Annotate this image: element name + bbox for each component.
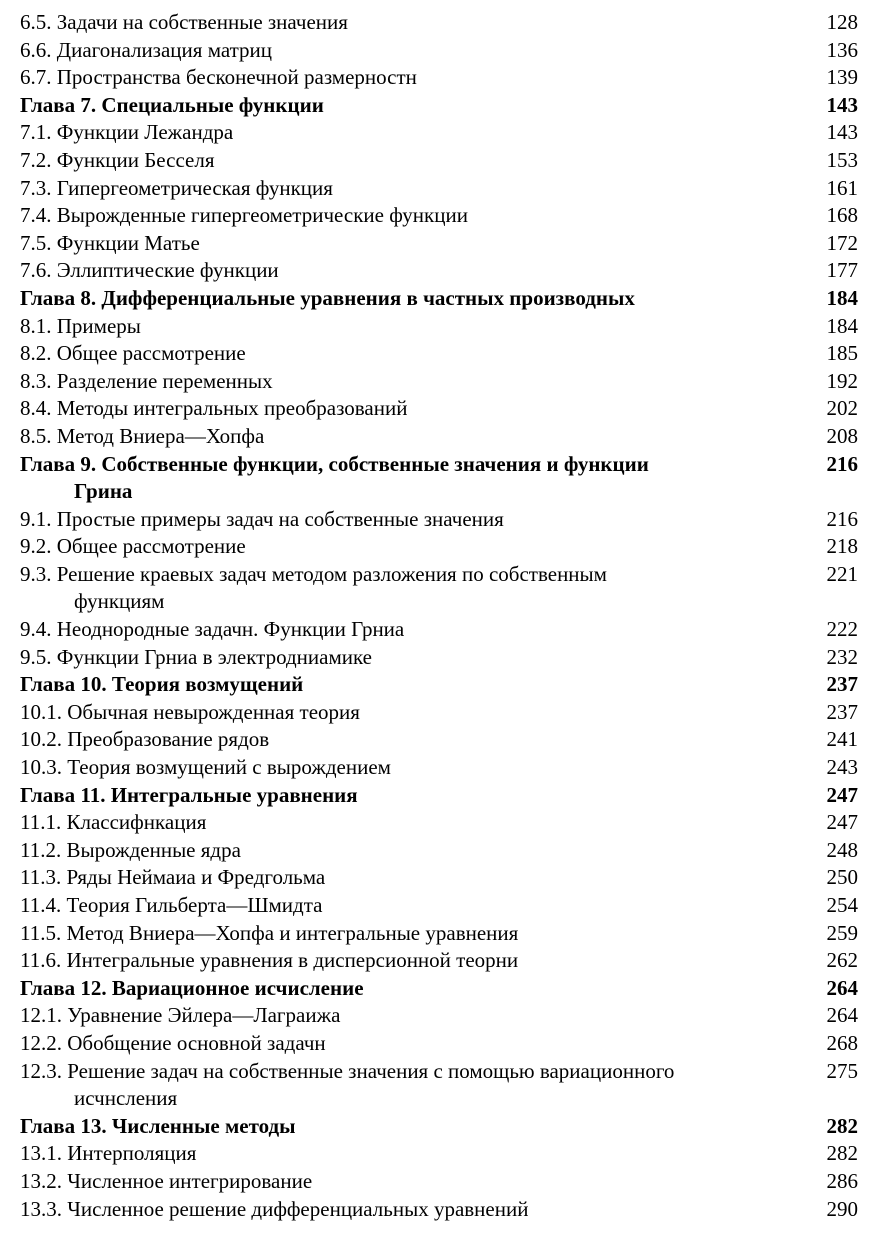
toc-entry-number: 11.1. (20, 810, 62, 835)
toc-entry-text: Численное решение дифференциальных уравнений (67, 1196, 529, 1221)
toc-chapter-entry (20, 782, 860, 810)
toc-entry-page-number: 184 (826, 285, 858, 310)
toc-entry-text-continuation: Грина (74, 479, 133, 504)
toc-entry-text: Ряды Неймаиа и Фредгольма (66, 865, 326, 890)
toc-entry-page-number: 208 (826, 423, 858, 448)
toc-entry-text: Численное интегрирование (67, 1168, 313, 1193)
toc-entry-title (20, 423, 798, 451)
toc-entry-number: Глава 10. (20, 672, 107, 697)
toc-chapter-entry (20, 92, 860, 120)
toc-entry-text: Неоднородные задачн. Функции Грниа (56, 617, 405, 642)
toc-entry-title (20, 313, 798, 341)
toc-entry-title (20, 561, 798, 616)
toc-entry-number: 13.2. (20, 1168, 62, 1193)
toc-entry-number: 7.5. (20, 230, 52, 255)
toc-entry-title (20, 892, 798, 920)
toc-chapter-entry (20, 671, 860, 699)
toc-entry-page-number: 237 (826, 699, 858, 724)
toc-entry-text: Собственные функции, собственные значения и функции (101, 451, 649, 476)
toc-entry-text: Решение краевых задач методом разложения по собственным (56, 561, 607, 586)
toc-section-entry (20, 947, 860, 975)
toc-section-entry (20, 1030, 860, 1058)
toc-entry-title (20, 1196, 798, 1224)
toc-entry-title (20, 864, 798, 892)
toc-entry-text: Общее рассмотрение (56, 341, 246, 366)
toc-section-entry (20, 1002, 860, 1030)
toc-entry-title (20, 1002, 798, 1030)
toc-entry-number: 9.4. (20, 617, 52, 642)
toc-section-entry (20, 726, 860, 754)
toc-entry-number: 11.5. (20, 920, 62, 945)
toc-entry-page-number: 143 (826, 92, 858, 117)
toc-chapter-entry (20, 451, 860, 506)
toc-entry-number: 7.1. (20, 120, 52, 145)
toc-entry-title (20, 451, 798, 506)
toc-entry-title (20, 9, 798, 37)
toc-entry-number: 6.5. (20, 10, 52, 34)
toc-section-entry (20, 616, 860, 644)
toc-section-entry (20, 9, 860, 37)
toc-entry-title (20, 837, 798, 865)
toc-entry-text: Функции Грниа в электродниамике (56, 644, 372, 669)
toc-entry-text: Вырожденные ядра (66, 837, 241, 862)
toc-entry-page-number: 216 (826, 506, 858, 531)
toc-entry-text: Пространства бесконечной размерностн (56, 65, 417, 90)
toc-entry-page-number: 139 (826, 65, 858, 90)
toc-entry-page-number: 177 (826, 258, 858, 283)
toc-entry-number: 13.1. (20, 1141, 62, 1166)
toc-entry-title (20, 726, 798, 754)
toc-entry-text: Интерполяция (67, 1141, 197, 1166)
toc-entry-title (20, 947, 798, 975)
toc-entry-number: 9.2. (20, 534, 52, 559)
toc-section-entry (20, 230, 860, 258)
toc-entry-text: Вариационное исчисление (111, 975, 364, 1000)
toc-entry-number: 10.2. (20, 727, 62, 752)
toc-entry-title (20, 506, 798, 534)
toc-entry-number: Глава 13. (20, 1113, 107, 1138)
toc-entry-title (20, 147, 798, 175)
toc-entry-page-number: 264 (826, 1003, 858, 1028)
toc-entry-text: Теория возмущений с вырождением (67, 755, 391, 780)
toc-entry-number: 8.4. (20, 396, 52, 421)
toc-section-entry (20, 340, 860, 368)
toc-entry-page-number: 237 (826, 672, 858, 697)
toc-entry-page-number: 216 (826, 451, 858, 476)
toc-entry-page-number: 185 (826, 341, 858, 366)
toc-entry-text: Уравнение Эйлера—Лаграижа (67, 1003, 341, 1028)
toc-entry-text-continuation: функциям (74, 589, 165, 614)
toc-section-entry (20, 837, 860, 865)
toc-entry-text: Обобщение основной задачн (67, 1030, 326, 1055)
toc-section-entry (20, 533, 860, 561)
toc-entry-page-number: 262 (826, 948, 858, 973)
toc-entry-page-number: 168 (826, 203, 858, 228)
toc-section-entry (20, 809, 860, 837)
toc-entry-page-number: 221 (826, 561, 858, 586)
toc-entry-number: 8.1. (20, 313, 52, 338)
toc-section-entry (20, 64, 860, 92)
toc-entry-text: Преобразование рядов (67, 727, 270, 752)
toc-entry-text: Решение задач на собственные значения с помощью вариационного (67, 1058, 675, 1083)
toc-entry-text: Диагонализация матриц (56, 37, 273, 62)
toc-entry-title (20, 202, 798, 230)
toc-entry-title (20, 257, 798, 285)
toc-entry-number: 12.1. (20, 1003, 62, 1028)
toc-entry-page-number: 128 (826, 10, 858, 34)
toc-entry-text: Метод Вниера—Хопфа (56, 423, 265, 448)
toc-entry-page-number: 254 (826, 893, 858, 917)
toc-entry-number: 9.3. (20, 561, 52, 586)
toc-entry-title (20, 64, 798, 92)
toc-entry-text: Разделение переменных (56, 368, 273, 393)
toc-section-entry (20, 644, 860, 672)
toc-section-entry (20, 920, 860, 948)
toc-entry-number: 9.1. (20, 506, 52, 531)
toc-entry-page-number: 247 (826, 782, 858, 807)
toc-section-entry (20, 37, 860, 65)
toc-entry-number: 8.2. (20, 341, 52, 366)
toc-entry-page-number: 153 (826, 147, 858, 172)
toc-entry-page-number: 247 (826, 810, 858, 835)
toc-entry-page-number: 286 (826, 1168, 858, 1193)
toc-entry-page-number: 192 (826, 368, 858, 393)
toc-entry-page-number: 161 (826, 175, 858, 200)
toc-entry-text: Задачи на собственные значения (56, 10, 348, 34)
toc-entry-title (20, 285, 798, 313)
toc-entry-text: Метод Вниера—Хопфа и интегральные уравнения (66, 920, 519, 945)
toc-entry-title (20, 920, 798, 948)
toc-entry-title (20, 1140, 798, 1168)
toc-entry-text: Общее рассмотрение (56, 534, 246, 559)
toc-entry-title (20, 92, 798, 120)
toc-entry-title (20, 975, 798, 1003)
toc-entry-title (20, 175, 798, 203)
toc-entry-page-number: 172 (826, 230, 858, 255)
toc-entry-title (20, 340, 798, 368)
toc-entry-text: Интегральные уравнения в дисперсионной теорни (66, 948, 519, 973)
toc-entry-text: Простые примеры задач на собственные значения (56, 506, 504, 531)
toc-entry-text: Эллиптические функции (56, 258, 279, 283)
toc-entry-page-number: 282 (826, 1141, 858, 1166)
toc-entry-page-number: 222 (826, 617, 858, 642)
toc-entry-text: Методы интегральных преобразований (56, 396, 408, 421)
toc-entry-number: 7.3. (20, 175, 52, 200)
toc-section-entry (20, 754, 860, 782)
toc-entry-number: 11.4. (20, 893, 62, 917)
toc-entry-text: Интегральные уравнения (110, 782, 358, 807)
toc-entry-title (20, 119, 798, 147)
toc-entry-text: Функции Матье (56, 230, 200, 255)
toc-entry-page-number: 218 (826, 534, 858, 559)
toc-entry-title (20, 644, 798, 672)
toc-entry-page-number: 275 (826, 1058, 858, 1083)
toc-section-entry (20, 257, 860, 285)
toc-entry-number: Глава 11. (20, 782, 106, 807)
toc-entry-page-number: 241 (826, 727, 858, 752)
toc-entry-page-number: 290 (826, 1196, 858, 1221)
toc-entry-text: Дифференциальные уравнения в частных производных (101, 285, 635, 310)
toc-entry-number: 11.6. (20, 948, 62, 973)
toc-entry-title (20, 616, 798, 644)
toc-entry-title (20, 533, 798, 561)
toc-entry-page-number: 250 (826, 865, 858, 890)
toc-entry-title (20, 671, 798, 699)
toc-entry-text: Теория Гильберта—Шмидта (66, 893, 323, 917)
toc-entry-number: Глава 8. (20, 285, 97, 310)
toc-section-entry (20, 561, 860, 616)
toc-entry-number: 6.7. (20, 65, 52, 90)
toc-entry-number: 12.2. (20, 1030, 62, 1055)
toc-entry-text: Функции Лежандра (56, 120, 234, 145)
toc-entry-text: Гипергеометрическая функция (56, 175, 333, 200)
toc-section-entry (20, 202, 860, 230)
toc-entry-title (20, 1058, 798, 1113)
toc-entry-title (20, 230, 798, 258)
toc-section-entry (20, 1196, 860, 1224)
toc-entry-text: Вырожденные гипергеометрические функции (56, 203, 468, 228)
toc-entry-number: 8.3. (20, 368, 52, 393)
toc-section-entry (20, 699, 860, 727)
toc-entry-title (20, 699, 798, 727)
toc-section-entry (20, 368, 860, 396)
toc-section-entry (20, 1168, 860, 1196)
toc-entry-page-number: 282 (826, 1113, 858, 1138)
toc-entry-number: 7.2. (20, 147, 52, 172)
toc-entry-text: Примеры (56, 313, 141, 338)
toc-section-entry (20, 423, 860, 451)
toc-section-entry (20, 147, 860, 175)
toc-entry-page-number: 259 (826, 920, 858, 945)
toc-entry-page-number: 202 (826, 396, 858, 421)
toc-entry-title (20, 754, 798, 782)
toc-entry-title (20, 1113, 798, 1141)
toc-entry-number: 10.3. (20, 755, 62, 780)
toc-entry-text: Обычная невырожденная теория (67, 699, 360, 724)
toc-entry-title (20, 1030, 798, 1058)
toc-entry-page-number: 264 (826, 975, 858, 1000)
toc-entry-number: Глава 7. (20, 92, 97, 117)
toc-entry-title (20, 37, 798, 65)
toc-section-entry (20, 313, 860, 341)
toc-entry-number: 6.6. (20, 37, 52, 62)
toc-entry-number: 10.1. (20, 699, 62, 724)
toc-entry-page-number: 143 (826, 120, 858, 145)
toc-entry-number: Глава 9. (20, 451, 97, 476)
toc-entry-page-number: 268 (826, 1030, 858, 1055)
toc-section-entry (20, 506, 860, 534)
toc-entry-title (20, 368, 798, 396)
toc-entry-title (20, 809, 798, 837)
toc-chapter-entry (20, 1113, 860, 1141)
toc-entry-title (20, 1168, 798, 1196)
toc-entry-title (20, 782, 798, 810)
toc-entry-text: Специальные функции (101, 92, 324, 117)
toc-entry-number: 9.5. (20, 644, 52, 669)
toc-entry-text: Классифнкация (66, 810, 207, 835)
toc-chapter-entry (20, 975, 860, 1003)
table-of-contents (20, 9, 860, 1223)
toc-entry-number: 7.6. (20, 258, 52, 283)
toc-entry-number: 8.5. (20, 423, 52, 448)
toc-entry-page-number: 136 (826, 37, 858, 62)
toc-entry-number: Глава 12. (20, 975, 107, 1000)
toc-entry-text: Теория возмущений (111, 672, 304, 697)
toc-section-entry (20, 864, 860, 892)
toc-section-entry (20, 1058, 860, 1113)
toc-section-entry (20, 119, 860, 147)
toc-entry-page-number: 184 (826, 313, 858, 338)
toc-entry-number: 11.2. (20, 837, 62, 862)
toc-section-entry (20, 175, 860, 203)
toc-section-entry (20, 892, 860, 920)
toc-entry-text: Численные методы (111, 1113, 296, 1138)
toc-entry-page-number: 232 (826, 644, 858, 669)
toc-entry-number: 11.3. (20, 865, 62, 890)
toc-chapter-entry (20, 285, 860, 313)
toc-entry-page-number: 243 (826, 755, 858, 780)
toc-entry-text: Функции Бесселя (56, 147, 215, 172)
toc-entry-title (20, 395, 798, 423)
toc-entry-number: 13.3. (20, 1196, 62, 1221)
toc-entry-number: 7.4. (20, 203, 52, 228)
toc-section-entry (20, 395, 860, 423)
toc-entry-text-continuation: исчнсления (74, 1086, 178, 1111)
toc-section-entry (20, 1140, 860, 1168)
toc-entry-number: 12.3. (20, 1058, 62, 1083)
toc-entry-page-number: 248 (826, 837, 858, 862)
